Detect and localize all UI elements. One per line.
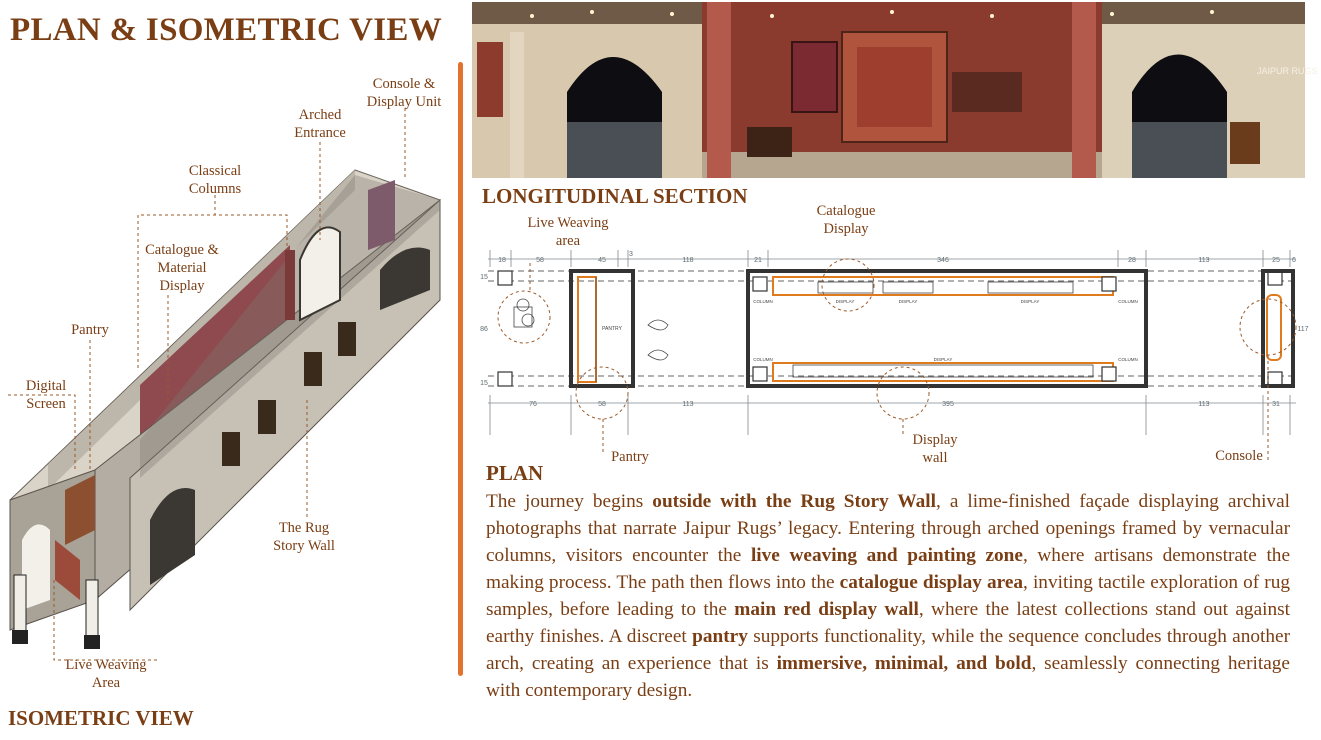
dim-top-10: 6	[1292, 257, 1296, 264]
plan-callout-display-wall: Display wall	[912, 432, 958, 466]
isometric-caption: ISOMETRIC VIEW	[8, 706, 194, 730]
room-tag-display-1: DISPLAY	[835, 299, 855, 304]
label-pantry-iso: Pantry	[71, 322, 109, 338]
room-tag-pantry: PANTRY	[602, 326, 622, 332]
dim-top-9: 25	[1272, 257, 1280, 264]
page-title: PLAN & ISOMETRIC VIEW	[10, 12, 442, 48]
room-tag-display-2: DISPLAY	[898, 299, 918, 304]
room-tag-column-2: COLUMN	[1118, 299, 1138, 304]
room-tag-display-4: DISPLAY	[933, 357, 953, 362]
label-catalogue-material: Catalogue & Material Display	[145, 242, 219, 294]
label-live-weaving-iso: Live Weaving Area	[65, 657, 147, 691]
dim-top-6: 346	[937, 257, 949, 264]
dim-top-3: 3	[629, 251, 633, 258]
room-tag-column-4: COLUMN	[1118, 357, 1138, 362]
dim-bottom-5: 31	[1272, 401, 1280, 408]
dim-top-5: 21	[754, 257, 762, 264]
plan-drawing	[478, 245, 1308, 460]
label-arched-entrance: Arched Entrance	[294, 107, 346, 141]
dim-top-4: 118	[682, 257, 694, 264]
plan-caption: PLAN	[486, 461, 544, 485]
dim-bottom-3: 395	[942, 401, 954, 408]
dim-bottom-1: 58	[598, 401, 606, 408]
room-tag-column-3: COLUMN	[753, 357, 773, 362]
dim-top-8: 113	[1198, 257, 1210, 264]
plan-callout-pantry: Pantry	[611, 449, 649, 465]
dim-bottom-2: 113	[682, 401, 694, 408]
plan-callout-console: Console	[1215, 448, 1263, 464]
section-render	[472, 2, 1318, 178]
section-caption: LONGITUDINAL SECTION	[482, 184, 748, 208]
description-paragraph: The journey begins outside with the Rug Story Wall, a lime-finished façade displaying archival photographs that narrate Jaipur Rugs’ legacy. Entering through arched openings framed by vernacular columns, visitors encounter the live weaving and painting zone, where artisans demonstrate the making process. The path then flows into the catalogue display area, inviting tactile exploration of rug samples, before leading to the main red display wall, where the latest collections stand out against earthy finishes. A discreet pantry supports functionality, while the sequence concludes through another arch, creating an experience that is immersive, minimal, and bold, seamlessly connecting heritage with contemporary design.	[486, 491, 1290, 701]
divider	[458, 62, 463, 676]
dim-top-1: 58	[536, 257, 544, 264]
dim-left: 86	[480, 326, 488, 333]
dim-left-small-0: 15	[480, 274, 488, 281]
dim-top-2: 45	[598, 257, 606, 264]
plan-callout-weaving: Live Weaving area	[527, 215, 609, 249]
isometric-drawing	[0, 150, 460, 700]
dim-left-small-1: 15	[480, 380, 488, 387]
dim-right: 117	[1297, 326, 1309, 333]
label-rug-story-wall: The Rug Story Wall	[273, 520, 335, 554]
label-digital-screen: Digital Screen	[25, 378, 67, 412]
dim-bottom-4: 113	[1198, 401, 1210, 408]
dim-top-7: 28	[1128, 257, 1136, 264]
dim-bottom-0: 76	[529, 401, 537, 408]
dim-top-0: 18	[498, 257, 506, 264]
label-classical-columns: Classical Columns	[188, 163, 242, 197]
plan-callout-catalogue: Catalogue Display	[816, 203, 876, 237]
section-sign: JAIPUR RUGS	[1257, 66, 1318, 76]
room-tag-column-1: COLUMN	[753, 299, 773, 304]
label-console: Console & Display Unit	[366, 76, 442, 110]
room-tag-display-3: DISPLAY	[1020, 299, 1040, 304]
